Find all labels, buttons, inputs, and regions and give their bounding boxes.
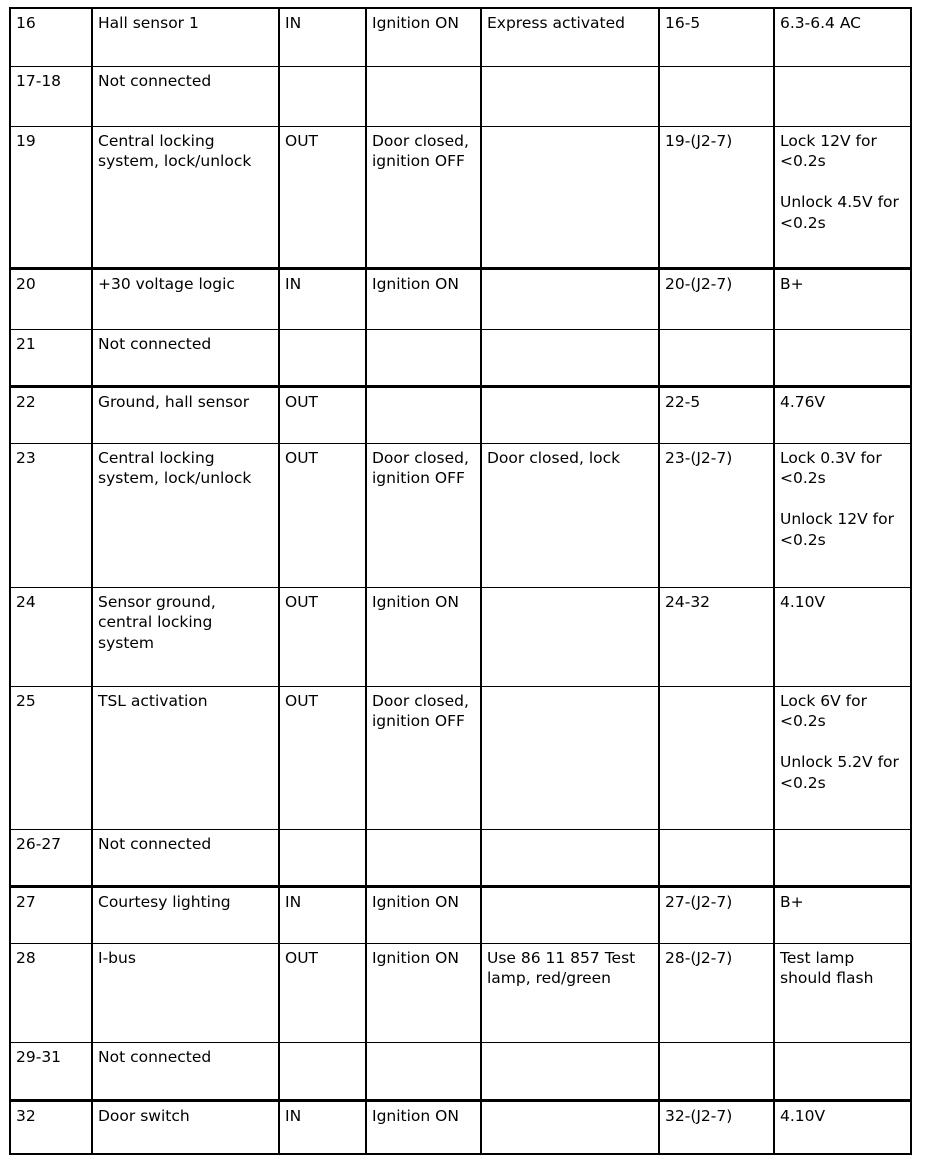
description-cell: Ground, hall sensor xyxy=(92,386,279,443)
description-cell: Door switch xyxy=(92,1100,279,1154)
direction-cell: OUT xyxy=(279,386,366,443)
condition-cell: Ignition ON xyxy=(366,587,481,686)
value-line: Lock 12V for <0.2s xyxy=(780,131,877,170)
description-cell: Not connected xyxy=(92,1042,279,1100)
table-row xyxy=(10,126,911,268)
test-condition-cell xyxy=(481,126,659,268)
value-cell xyxy=(774,1042,911,1100)
description-cell: Not connected xyxy=(92,329,279,386)
value-line: 4.10V xyxy=(780,1106,826,1125)
table-row xyxy=(10,66,911,126)
value-line: Unlock 4.5V for <0.2s xyxy=(780,193,899,232)
description-cell: Not connected xyxy=(92,829,279,886)
pin-number-cell: 29-31 xyxy=(10,1042,92,1100)
description-cell: Central locking system, lock/unlock xyxy=(92,126,279,268)
measure-points-cell: 20-(J2-7) xyxy=(659,268,774,329)
measure-points-cell xyxy=(659,1042,774,1100)
measure-points-cell xyxy=(659,829,774,886)
condition-cell: Door closed, ignition OFF xyxy=(366,443,481,587)
pin-number-cell: 20 xyxy=(10,268,92,329)
pin-number-cell: 24 xyxy=(10,587,92,686)
description-cell: I-bus xyxy=(92,943,279,1042)
direction-cell: OUT xyxy=(279,686,366,829)
condition-cell xyxy=(366,829,481,886)
measure-points-cell: 19-(J2-7) xyxy=(659,126,774,268)
pin-number-cell: 28 xyxy=(10,943,92,1042)
test-condition-cell xyxy=(481,587,659,686)
condition-cell: Ignition ON xyxy=(366,268,481,329)
value-cell xyxy=(774,443,911,587)
condition-cell: Ignition ON xyxy=(366,8,481,66)
test-condition-cell xyxy=(481,1100,659,1154)
value-cell xyxy=(774,268,911,329)
test-condition-cell xyxy=(481,1042,659,1100)
value-cell xyxy=(774,886,911,943)
measure-points-cell: 16-5 xyxy=(659,8,774,66)
test-condition-cell xyxy=(481,386,659,443)
value-line: Lock 6V for <0.2s xyxy=(780,691,867,730)
test-condition-cell: Use 86 11 857 Test lamp, red/green xyxy=(481,943,659,1042)
value-line: 6.3-6.4 AC xyxy=(780,14,861,32)
pin-number-cell: 26-27 xyxy=(10,829,92,886)
table-row xyxy=(10,829,911,886)
pin-number-cell: 22 xyxy=(10,386,92,443)
direction-cell: IN xyxy=(279,886,366,943)
pin-number-cell: 23 xyxy=(10,443,92,587)
test-condition-cell xyxy=(481,686,659,829)
pin-number-cell: 16 xyxy=(10,8,92,66)
direction-cell xyxy=(279,66,366,126)
measure-points-cell: 22-5 xyxy=(659,386,774,443)
measure-points-cell xyxy=(659,66,774,126)
condition-cell: Door closed, ignition OFF xyxy=(366,126,481,268)
measure-points-cell xyxy=(659,686,774,829)
direction-cell: OUT xyxy=(279,587,366,686)
test-condition-cell xyxy=(481,268,659,329)
value-line: Unlock 5.2V for <0.2s xyxy=(780,753,899,792)
measure-points-cell xyxy=(659,329,774,386)
pin-number-cell: 21 xyxy=(10,329,92,386)
description-cell: Hall sensor 1 xyxy=(92,8,279,66)
description-cell: Sensor ground, central locking system xyxy=(92,587,279,686)
value-line: Lock 0.3V for <0.2s xyxy=(780,448,882,487)
pin-number-cell: 17-18 xyxy=(10,66,92,126)
table-row xyxy=(10,1042,911,1100)
value-cell xyxy=(774,686,911,829)
table-row xyxy=(10,943,911,1042)
value-cell xyxy=(774,386,911,443)
table-row xyxy=(10,587,911,686)
value-cell xyxy=(774,329,911,386)
value-cell xyxy=(774,126,911,268)
test-condition-cell xyxy=(481,829,659,886)
condition-cell xyxy=(366,1042,481,1100)
pin-number-cell: 25 xyxy=(10,686,92,829)
value-cell xyxy=(774,8,911,66)
table-row xyxy=(10,268,911,329)
value-line: 4.10V xyxy=(780,592,826,611)
line-gap xyxy=(780,172,905,193)
condition-cell xyxy=(366,386,481,443)
measure-points-cell: 28-(J2-7) xyxy=(659,943,774,1042)
direction-cell: OUT xyxy=(279,126,366,268)
description-cell: Courtesy lighting xyxy=(92,886,279,943)
condition-cell xyxy=(366,66,481,126)
direction-cell: IN xyxy=(279,1100,366,1154)
pin-number-cell: 27 xyxy=(10,886,92,943)
measure-points-cell: 32-(J2-7) xyxy=(659,1100,774,1154)
measure-points-cell: 24-32 xyxy=(659,587,774,686)
table-row xyxy=(10,443,911,587)
direction-cell xyxy=(279,1042,366,1100)
test-condition-cell xyxy=(481,329,659,386)
test-condition-cell xyxy=(481,66,659,126)
pin-number-cell: 19 xyxy=(10,126,92,268)
description-cell: TSL activation xyxy=(92,686,279,829)
value-cell xyxy=(774,66,911,126)
condition-cell: Door closed, ignition OFF xyxy=(366,686,481,829)
test-condition-cell: Door closed, lock xyxy=(481,443,659,587)
measure-points-cell: 23-(J2-7) xyxy=(659,443,774,587)
value-line: B+ xyxy=(780,892,804,911)
condition-cell: Ignition ON xyxy=(366,886,481,943)
condition-cell: Ignition ON xyxy=(366,943,481,1042)
description-cell: +30 voltage logic xyxy=(92,268,279,329)
condition-cell xyxy=(366,329,481,386)
direction-cell: IN xyxy=(279,268,366,329)
value-cell xyxy=(774,587,911,686)
direction-cell: OUT xyxy=(279,943,366,1042)
table-row xyxy=(10,329,911,386)
direction-cell: OUT xyxy=(279,443,366,587)
direction-cell xyxy=(279,329,366,386)
description-cell: Central locking system, lock/unlock xyxy=(92,443,279,587)
line-gap xyxy=(780,489,905,510)
direction-cell xyxy=(279,829,366,886)
pin-number-cell: 32 xyxy=(10,1100,92,1154)
pin-table xyxy=(9,7,912,1155)
condition-cell: Ignition ON xyxy=(366,1100,481,1154)
measure-points-cell: 27-(J2-7) xyxy=(659,886,774,943)
value-line: Test lamp should flash xyxy=(780,948,874,987)
value-line: 4.76V xyxy=(780,392,826,411)
table-row xyxy=(10,886,911,943)
description-cell: Not connected xyxy=(92,66,279,126)
test-condition-cell: Express activated xyxy=(481,8,659,66)
value-line: B+ xyxy=(780,274,804,293)
table-row xyxy=(10,8,911,66)
value-cell xyxy=(774,943,911,1042)
value-line: Unlock 12V for <0.2s xyxy=(780,510,894,549)
table-row xyxy=(10,686,911,829)
value-cell xyxy=(774,1100,911,1154)
table-row xyxy=(10,386,911,443)
table-row xyxy=(10,1100,911,1154)
test-condition-cell xyxy=(481,886,659,943)
direction-cell: IN xyxy=(279,8,366,66)
line-gap xyxy=(780,732,905,753)
value-cell xyxy=(774,829,911,886)
